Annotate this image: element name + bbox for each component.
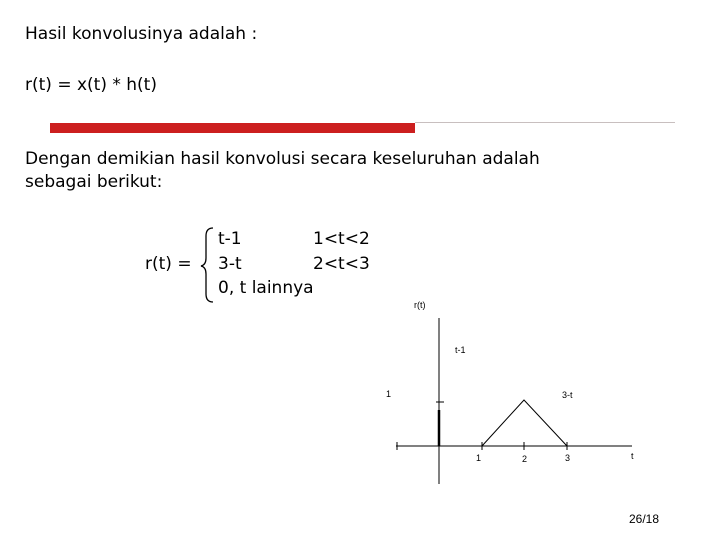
paragraph-line-1: Dengan demikian hasil konvolusi secara keseluruhan adalah — [25, 149, 540, 169]
piecewise-lhs: r(t) = — [145, 254, 192, 274]
rising-segment-label: t-1 — [455, 345, 466, 355]
x-tick-label-1: 1 — [476, 453, 482, 463]
case-1-cond: 1<t<2 — [313, 229, 370, 249]
y-tick-label: 1 — [386, 389, 392, 399]
x-tick-label-2: 2 — [522, 454, 528, 464]
x-tick-label-3: 3 — [565, 453, 571, 463]
y-axis-label: r(t) — [414, 300, 426, 310]
falling-segment-label: 3-t — [562, 390, 573, 400]
case-3-expr: 0, t lainnya — [218, 278, 314, 298]
left-brace — [201, 228, 213, 302]
case-1-expr: t-1 — [218, 229, 242, 249]
case-2-cond: 2<t<3 — [313, 254, 370, 274]
paragraph-line-2: sebagai berikut: — [25, 172, 163, 192]
case-2-expr: 3-t — [218, 254, 242, 274]
page-number: 26/18 — [629, 512, 660, 526]
intro-text: Hasil konvolusinya adalah : — [25, 24, 258, 44]
x-axis-label: t — [631, 451, 634, 461]
convolution-formula: r(t) = x(t) * h(t) — [25, 75, 157, 95]
result-triangle — [482, 400, 567, 446]
